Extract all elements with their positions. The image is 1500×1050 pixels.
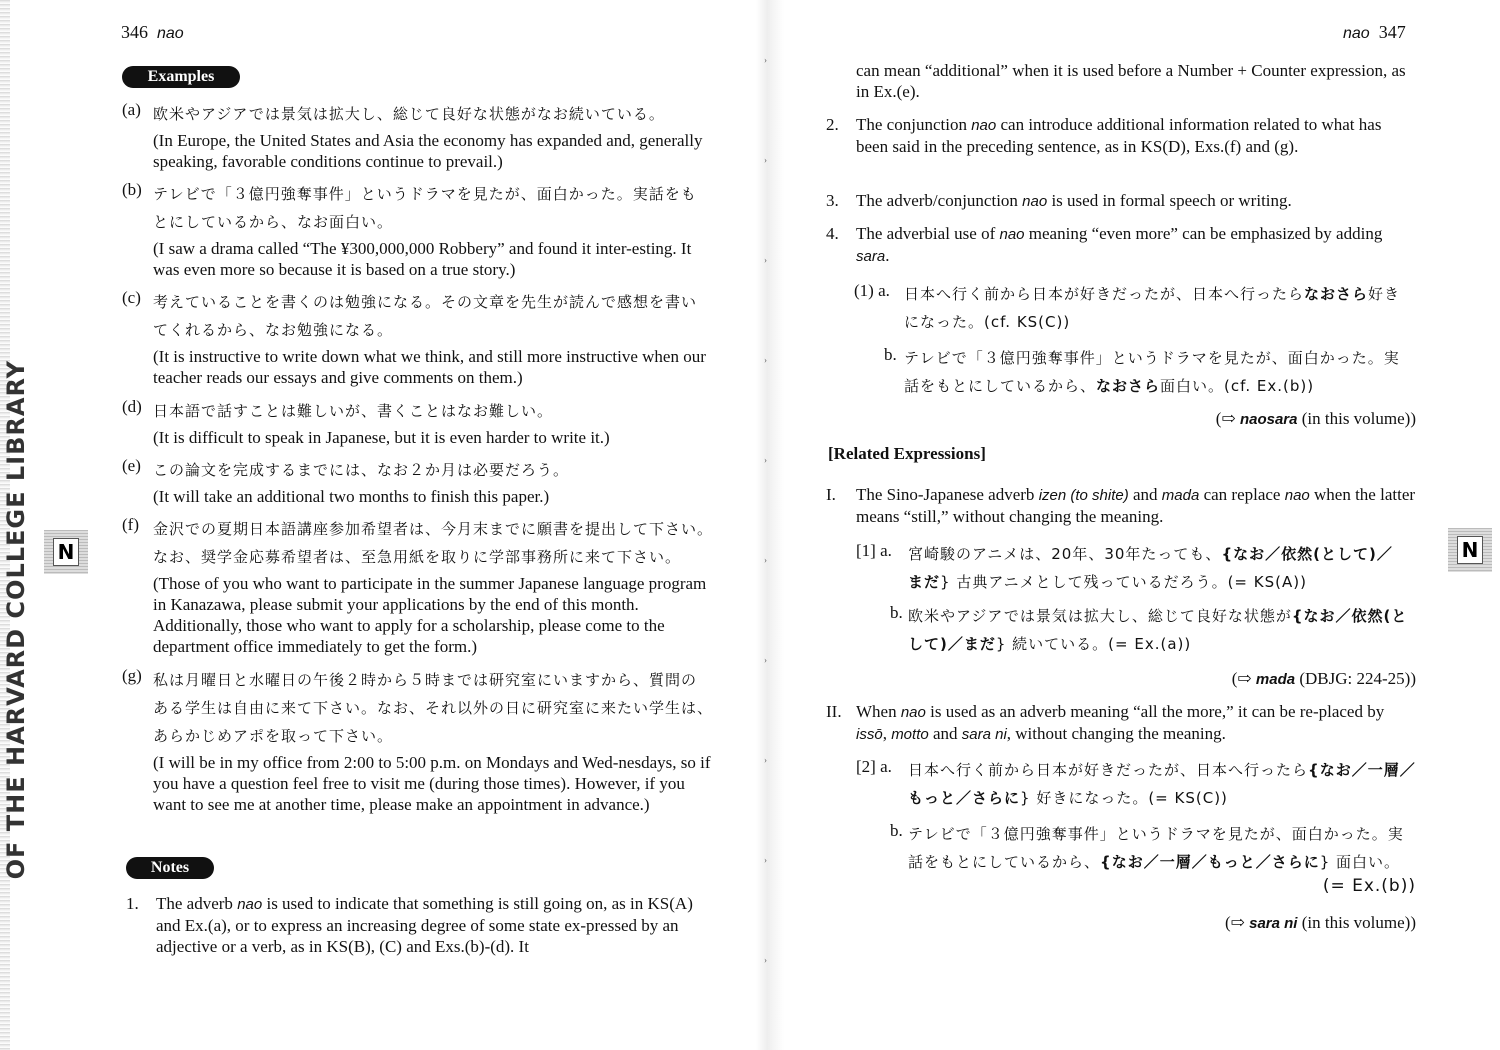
related-2: II. When nao is used as an adverb meaning “all the more,” it can be re-placed by issō, motto and sara ni, without changing the meaning.	[826, 702, 1385, 743]
page-number: 346	[121, 22, 148, 42]
example-a: (a) 欧米やアジアでは景気は拡大し、総じて良好な状態がなお続いている。 (In Europe, the United States and Asia the economy has expanded and, generally speaking, favorable conditions continue to prevail.)	[122, 100, 703, 171]
note-1: 1. The adverb nao is used to indicate that something is still going on, as in KS(A) and Ex.(a), or to express an increasing degree of some state ex-pressed by an adjective or a verb, as in KS(B), (C) and Exs.(b)-(d). It	[126, 894, 693, 956]
book-gutter: › › › › › › › › › ›	[756, 0, 784, 1050]
related-expressions-heading: [Related Expressions]	[828, 444, 986, 463]
example-d: (d) 日本語で話すことは難しいが、書くことはなお難しい。 (It is difficult to speak in Japanese, but it is even harder to write it.)	[122, 397, 610, 447]
page-number: 347	[1378, 22, 1406, 42]
right-page	[760, 0, 1500, 1050]
running-head: nao	[157, 25, 184, 42]
note-3: 3. The adverb/conjunction nao is used in formal speech or writing.	[826, 191, 1292, 210]
xref-naosara: (⇨ naosara (in this volume))	[1215, 409, 1416, 428]
example-b: (b) テレビで「３億円強奪事件」というドラマを見たが、面白かった。実話をも とにしているから、なお面白い。 (I saw a drama called “The ¥300,000,000 Robbery” and found it inter-esting. It was even more so because it is based on a true story.)	[122, 180, 697, 279]
page-header-left	[121, 22, 184, 43]
related-1: I. The Sino-Japanese adverb izen (to shite) and mada can replace nao when the latter means “still,” without changing the meaning.	[826, 485, 1416, 526]
section-tab-right: N	[1448, 528, 1492, 572]
related-example-1b: b. 欧米やアジアでは景気は拡大し、総じて良好な状態が{なお／依然(と して)／まだ} 続いている。(= Ex.(a))	[890, 603, 1408, 653]
notes-label: Notes	[126, 857, 214, 879]
example-g: (g) 私は月曜日と水曜日の午後２時から５時までは研究室にいますから、質問の ある学生は自由に来て下さい。なお、それ以外の日に研究室に来たい学生は、 あらかじめアポを取って下さい。 (I will be in my office from 2:00 to 5:00 p.m. on Mondays and Wed-nesdays, so if you have a question feel free to visit me (during those times). However, if you want to see me at another time, please make an appointment in advance.)	[122, 666, 714, 814]
note-2: 2. The conjunction nao can introduce additional information related to what has been said in the preceding sentence, as in KS(D), Exs.(f) and (g).	[826, 115, 1382, 156]
related-example-1a: [1] a. 宮崎駿のアニメは、20年、30年たっても、{なお／依然(として)／ まだ} 古典アニメとして残っているだろう。(= KS(A))	[856, 541, 1393, 591]
example-1b: b. テレビで「３億円強奪事件」というドラマを見たが、面白かった。実 話をもとにしているから、なおさら面白い。(cf. Ex.(b))	[884, 345, 1400, 395]
related-example-2a: [2] a. 日本へ行く前から日本が好きだったが、日本へ行ったら{なお／一層／ もっと／さらに} 好きになった。(= KS(C))	[856, 757, 1416, 807]
example-e: (e) この論文を完成するまでには、なお２か月は必要だろう。 (It will take an additional two months to finish this paper.)	[122, 456, 570, 506]
note-1-continued: can mean “additional” when it is used before a Number + Counter expression, as in Ex.(e).	[856, 61, 1406, 101]
running-head: nao	[1343, 25, 1370, 42]
related-example-2b: b. テレビで「３億円強奪事件」というドラマを見たが、面白かった。実 話をもとにしているから、{なお／一層／もっと／さらに} 面白い。 (= Ex.(b))	[890, 821, 1416, 896]
examples-label: Examples	[122, 66, 240, 88]
page-header-right	[1343, 22, 1406, 43]
section-tab-left: N	[44, 530, 88, 574]
library-stamp: OF THE HARVARD COLLEGE LIBRARY	[2, 360, 30, 880]
example-c: (c) 考えていることを書くのは勉強になる。その文章を先生が読んで感想を書い てくれるから、なお勉強になる。 (It is instructive to write down what we think, and still more instructive when our teacher reads our essays and give comments on them.)	[122, 288, 706, 387]
example-f: (f) 金沢での夏期日本語講座参加希望者は、今月末までに願書を提出して下さい。 なお、奨学金応募希望者は、至急用紙を取りに学部事務所に来て下さい。 (Those of you who want to participate in the summer Japanese language program in Kanazawa, please submit your applications by the end of this month. Additionally, those who want to apply for a scholarship, please come to the department office immediately to get the form.)	[122, 515, 714, 656]
example-1a: (1) a. 日本へ行く前から日本が好きだったが、日本へ行ったらなおさら好き になった。(cf. KS(C))	[854, 281, 1401, 331]
xref-mada: (⇨ mada (DBJG: 224-25))	[1231, 669, 1416, 688]
note-4: 4. The adverbial use of nao meaning “even more” can be emphasized by adding sara.	[826, 224, 1383, 265]
xref-sara-ni: (⇨ sara ni (in this volume))	[1224, 913, 1416, 932]
